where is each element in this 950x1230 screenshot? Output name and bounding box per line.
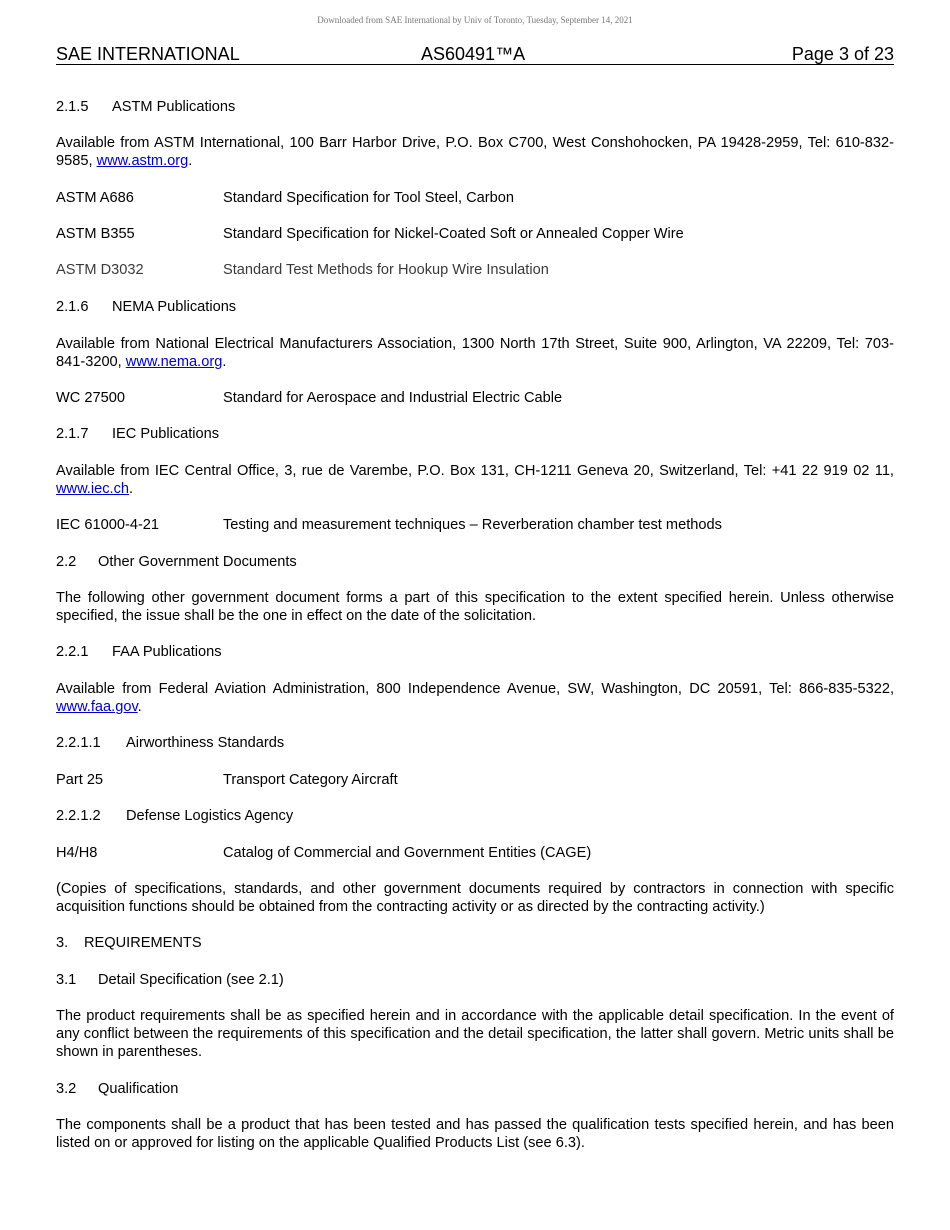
- availability-end: .: [188, 153, 193, 169]
- availability-text: Available from Federal Aviation Administration, 800 Independence Avenue, SW, Washington, DC 20591, Tel: 866-835-5322,: [56, 681, 894, 697]
- heading-3: [56, 934, 894, 952]
- nema-availability: [56, 335, 894, 371]
- heading-2-2-1-1: [56, 734, 894, 752]
- reference-row: [56, 516, 894, 534]
- section-title: Detail Specification (see 2.1): [98, 972, 284, 988]
- availability-end: .: [129, 481, 134, 497]
- header-page-number: Page 3 of 23: [791, 44, 894, 64]
- section-title: REQUIREMENTS: [84, 935, 202, 951]
- availability-end: .: [222, 354, 227, 370]
- section-title: IEC Publications: [112, 426, 220, 442]
- faa-link[interactable]: www.faa.gov: [56, 699, 138, 715]
- availability-end: .: [137, 699, 142, 715]
- heading-2-2: [56, 553, 894, 571]
- reference-title: Standard Specification for Tool Steel, Carbon: [223, 190, 514, 206]
- reference-row: [56, 844, 894, 862]
- reference-title: Testing and measurement techniques – Reverberation chamber test methods: [223, 517, 722, 533]
- heading-3-1: [56, 971, 894, 989]
- reference-code: IEC 61000-4-21: [56, 517, 160, 533]
- header-organization: SAE INTERNATIONAL: [56, 44, 240, 64]
- faa-availability: [56, 680, 894, 716]
- reference-code: ASTM B355: [56, 226, 135, 242]
- reference-row: [56, 261, 894, 279]
- section-number: 2.1.7: [56, 426, 89, 442]
- reference-code: WC 27500: [56, 390, 125, 406]
- heading-2-1-5: [56, 98, 894, 116]
- reference-code: Part 25: [56, 772, 104, 788]
- heading-2-2-1: [56, 643, 894, 661]
- astm-availability: [56, 134, 894, 170]
- section-number: 2.1.5: [56, 99, 89, 115]
- iec-link[interactable]: www.iec.ch: [56, 481, 129, 497]
- section-title: Airworthiness Standards: [126, 735, 285, 751]
- section-title: NEMA Publications: [112, 299, 237, 315]
- reference-title: Catalog of Commercial and Government Entities (CAGE): [223, 845, 592, 861]
- section-title: ASTM Publications: [112, 99, 236, 115]
- reference-row: [56, 225, 894, 243]
- section-title: FAA Publications: [112, 644, 222, 660]
- availability-text: Available from National Electrical Manufacturers Association, 1300 North 17th Street, Suite 900, Arlington, VA 22209, Tel: 703-841-3200,: [56, 336, 894, 370]
- detail-specification-text: The product requirements shall be as specified herein and in accordance with the applicable detail specification. In the event of any conflict between the requirements of this specification and the detail specification, the latter shall govern. Metric units shall be shown in parentheses.: [56, 1008, 894, 1060]
- section-number: 2.2.1.1: [56, 735, 101, 751]
- section-number: 2.2.1: [56, 644, 89, 660]
- astm-link[interactable]: www.astm.org: [96, 153, 189, 169]
- section-number: 2.1.6: [56, 299, 89, 315]
- reference-code: H4/H8: [56, 845, 98, 861]
- reference-title: Standard Specification for Nickel-Coated Soft or Annealed Copper Wire: [223, 226, 684, 242]
- section-number: 3.: [56, 935, 69, 951]
- section-title: Qualification: [98, 1081, 179, 1097]
- nema-link[interactable]: www.nema.org: [125, 354, 223, 370]
- reference-title: Transport Category Aircraft: [223, 772, 398, 788]
- availability-text: Available from IEC Central Office, 3, rue de Varembe, P.O. Box 131, CH-1211 Geneva 20, Switzerland, Tel: +41 22 919 02 11,: [56, 463, 894, 479]
- download-watermark: Downloaded from SAE International by Univ of Toronto, Tuesday, September 14, 2021: [317, 15, 633, 25]
- qualification-text: The components shall be a product that has been tested and has passed the qualification tests specified herein, and has been listed on or approved for listing on the applicable Qualified Products List (see 6.3).: [56, 1117, 894, 1151]
- availability-text: Available from ASTM International, 100 Barr Harbor Drive, P.O. Box C700, West Conshohocken, PA 19428-2959, Tel: 610-832-9585,: [56, 135, 894, 169]
- government-documents-text: The following other government document forms a part of this specification to the extent specified herein. Unless otherwise specified, the issue shall be the one in effect on the date of the solicitation.: [56, 590, 894, 624]
- section-number: 2.2.1.2: [56, 808, 101, 824]
- section-number: 3.2: [56, 1081, 77, 1097]
- reference-title: Standard for Aerospace and Industrial Electric Cable: [223, 390, 563, 406]
- reference-title: Standard Test Methods for Hookup Wire Insulation: [223, 262, 549, 278]
- reference-code: ASTM A686: [56, 190, 134, 206]
- heading-3-2: [56, 1080, 894, 1098]
- page-header: [56, 43, 894, 65]
- copies-note: (Copies of specifications, standards, and other government documents required by contractors in connection with specific acquisition functions should be obtained from the contracting activity or as directed by the contracting activity.): [56, 881, 894, 915]
- reference-code: ASTM D3032: [56, 262, 144, 278]
- heading-2-2-1-2: [56, 807, 894, 825]
- reference-row: [56, 771, 894, 789]
- heading-2-1-6: [56, 298, 894, 316]
- reference-row: [56, 389, 894, 407]
- section-number: 3.1: [56, 972, 77, 988]
- section-number: 2.2: [56, 554, 77, 570]
- iec-availability: [56, 462, 894, 498]
- section-title: Other Government Documents: [98, 554, 297, 570]
- reference-row: [56, 189, 894, 207]
- heading-2-1-7: [56, 425, 894, 443]
- section-title: Defense Logistics Agency: [126, 808, 294, 824]
- header-document-number: AS60491™A: [421, 44, 526, 64]
